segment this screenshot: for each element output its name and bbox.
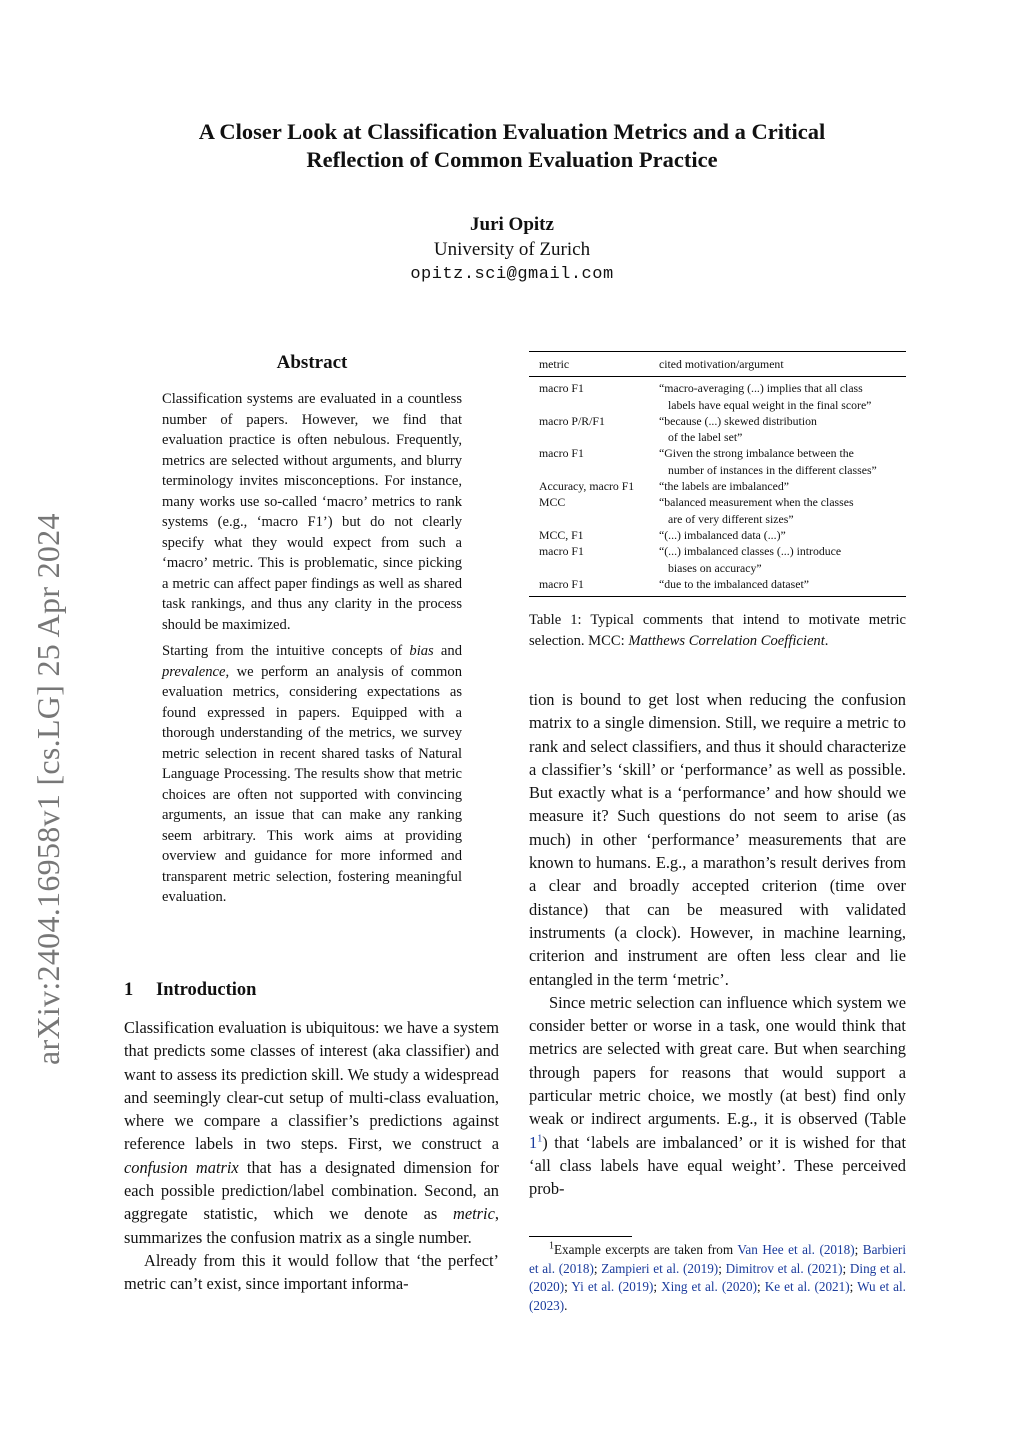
table-row <box>529 543 906 576</box>
table-cell-metric: Accuracy, macro F1 <box>539 479 635 494</box>
table-body <box>529 377 906 596</box>
abstract-heading: Abstract <box>276 352 348 373</box>
motivation-line-2: are of very different sizes” <box>668 511 794 526</box>
section-title: Introduction <box>156 980 257 1000</box>
arxiv-stamp: arXiv:2404.16958v1 [cs.LG] 25 Apr 2024 <box>30 513 66 1065</box>
sep: ; <box>653 1279 662 1295</box>
caption-text: Table 1: Typical comments that intend to motivate metric selection. MCC: <box>529 612 906 649</box>
author-block <box>112 212 912 287</box>
table-reference-link[interactable]: 1 <box>529 1132 538 1152</box>
end: . <box>564 1297 568 1313</box>
motivation-line-1: “due to the imbalanced dataset” <box>659 576 810 591</box>
abstract-paragraph-2 <box>162 641 462 908</box>
citation-link[interactable]: Zampieri et al. (2019) <box>601 1260 719 1276</box>
motivation-line-2: number of instances in the different classes” <box>668 462 877 477</box>
citation-link[interactable]: Wu et al. (2023) <box>529 1279 906 1313</box>
table-cell-motivation <box>659 527 906 543</box>
table-row <box>529 380 906 413</box>
section-heading-introduction <box>124 980 256 1001</box>
sep: ; <box>849 1279 858 1295</box>
citation-link[interactable]: Yi et al. (2019) <box>571 1279 654 1295</box>
motivation-line-2: biases on accuracy” <box>668 560 762 575</box>
italic-term-prevalence: prevalence <box>162 663 226 680</box>
table-caption <box>529 610 906 651</box>
text-run: ) that ‘labels are imbalanced’ or it is wished for that ‘all class labels have equal weight’. These perceived prob- <box>529 1132 906 1199</box>
text-run: and <box>433 643 462 659</box>
footnote-reference-link[interactable]: 1 <box>537 1133 543 1145</box>
sep: ; <box>718 1260 726 1276</box>
footnote-lead: Example excerpts are taken from <box>554 1242 738 1257</box>
italic-term-confusion-matrix: confusion matrix <box>124 1157 239 1177</box>
table-cell-motivation <box>659 576 906 592</box>
table-cell-metric: macro F1 <box>539 446 584 461</box>
right-column-text <box>529 688 906 1201</box>
intro-paragraph-2: Already from this it would follow that ‘the perfect’ metric can’t exist, since important informa- <box>124 1250 499 1294</box>
sep: ; <box>564 1279 572 1295</box>
table-cell-metric: macro F1 <box>539 381 584 396</box>
text-run: that has a designated dimension for each possible prediction/label combination. Second, an aggregate statistic, which we denote as <box>124 1157 499 1224</box>
motivation-line-1: “macro-averaging (...) implies that all class <box>659 381 863 396</box>
author-email[interactable]: opitz.sci@gmail.com <box>410 265 614 284</box>
intro-paragraph-1 <box>124 1016 499 1249</box>
citation-link[interactable]: Xing et al. (2020) <box>661 1279 758 1295</box>
right-paragraph-2 <box>529 991 906 1201</box>
caption-italic: Matthews Correlation Coefficient <box>628 632 825 649</box>
author-affiliation: University of Zurich <box>433 239 591 260</box>
table-row <box>529 527 906 543</box>
footnote-rule <box>529 1236 632 1237</box>
sep: ; <box>757 1279 765 1295</box>
table-row <box>529 445 906 478</box>
citation-link[interactable]: Ding et al. (2020) <box>529 1260 906 1295</box>
right-paragraph-1: tion is bound to get lost when reducing the confusion matrix to a single dimension. Still, we require a metric to rank and select classifiers, and thus it should characterize a classifier’s ‘skill’ or ‘performance’ as well as possible. But exactly what is a ‘performance’ and how should we measure it? Such questions do not seem to arise (as much) in other ‘performance’ measurements that are known to humans. E.g., a marathon’s result derives from a clear and broadly accepted criterion (time over distance) that can be measured with validated instruments (a clock). However, in machine learning, criterion and instrument are often less clear and lie entangled in the term ‘metric’. <box>529 690 906 989</box>
table-cell-motivation <box>659 478 906 494</box>
caption-end: . <box>824 632 829 649</box>
motivation-line-1: “because (...) skewed distribution <box>659 413 817 428</box>
citation-link[interactable]: Van Hee et al. (2018) <box>737 1242 855 1257</box>
intro-text <box>124 1016 499 1296</box>
author-name: Juri Opitz <box>470 214 554 235</box>
title-line-2: Reflection of Common Evaluation Practice <box>306 147 718 172</box>
text-run: Classification evaluation is ubiquitous: we have a system that predicts some classes of interest (aka classifier) and want to assess its prediction skill. We study a widespread and seemingly clear-cut setup of multi-class evaluation, where we compare a classifier’s predictions against reference labels in two steps. First, we construct a <box>124 1018 499 1154</box>
table-row <box>529 576 906 592</box>
table-bottom-rule <box>529 596 906 597</box>
table-cell-motivation <box>659 445 906 478</box>
sep: ; <box>842 1260 850 1276</box>
table-cell-motivation <box>659 543 906 576</box>
motivation-line-1: “(...) imbalanced classes (...) introduce <box>659 544 842 559</box>
text-run: Starting from the intuitive concepts of <box>162 643 410 659</box>
table-cell-motivation <box>659 494 906 527</box>
citation-link[interactable]: Ke et al. (2021) <box>764 1279 850 1295</box>
motivation-line-1: “the labels are imbalanced” <box>659 479 790 494</box>
title-line-1: A Closer Look at Classification Evaluation Metrics and a Critical <box>198 119 826 144</box>
text-run: , summarizes the confusion matrix as a single number. <box>124 1204 499 1247</box>
table-cell-metric: macro F1 <box>539 544 584 559</box>
citation-link[interactable]: Dimitrov et al. (2021) <box>725 1260 843 1276</box>
table-cell-metric: macro P/R/F1 <box>539 413 605 428</box>
abstract-body <box>162 389 462 914</box>
footnote-1 <box>529 1241 906 1315</box>
motivation-line-1: “(...) imbalanced data (...)” <box>659 527 786 542</box>
table-cell-metric: MCC <box>539 495 566 510</box>
table-header-motivation: cited motivation/argument <box>659 357 784 371</box>
table-cell-metric: macro F1 <box>539 576 584 591</box>
text-run: , we perform an analysis of common evaluation metrics, considering expectations as found expressed in papers. Equipped with a thorough understanding of the metrics, we survey metric selection in recent shared tasks of Natural Language Processing. The results show that metric choices are often not supported with convincing arguments, an issue that can make any ranking seem arbitrary. This work aims at providing overview and guidance for more informed and transparent metric selection, fostering meaningful evaluation. <box>162 663 462 905</box>
section-number: 1 <box>124 980 134 1000</box>
motivation-line-2: labels have equal weight in the final score” <box>668 397 872 412</box>
table-cell-motivation <box>659 380 906 413</box>
motivation-line-1: “Given the strong imbalance between the <box>659 446 854 461</box>
table-cell-motivation <box>659 413 906 446</box>
italic-term-metric: metric <box>453 1204 495 1224</box>
table-cell-metric: MCC, F1 <box>539 527 584 542</box>
table-header-metric: metric <box>539 357 570 371</box>
table-row <box>529 413 906 446</box>
motivation-line-2: of the label set” <box>668 430 743 445</box>
abstract-paragraph-1: Classification systems are evaluated in a countless number of papers. However, we find that evaluation practice is often nebulous. Frequently, metrics are selected without arguments, and blurry terminology invites misconceptions. For instance, many works use so-called ‘macro’ metrics to rank systems (e.g., ‘macro F1’) but do not clearly specify what they would expect from such a ‘macro’ metric. This is problematic, since picking a metric can affect paper findings as well as shared task rankings, and thus any clarity in the process should be maximized. <box>162 391 462 633</box>
table-row <box>529 478 906 494</box>
footnote-mark: 1 <box>549 1240 554 1252</box>
paper-title <box>112 118 912 174</box>
table-header-row <box>529 352 906 376</box>
table-row <box>529 494 906 527</box>
motivation-line-1: “balanced measurement when the classes <box>659 495 854 510</box>
italic-term-bias: bias <box>409 643 434 659</box>
text-run: Since metric selection can influence which system we consider better or worse in a task, one would think that metrics are selected with great care. But when searching through papers for reasons that would support a particular metric choice, we mostly (at best) find only weak or indirect arguments. E.g., it is observed (Table <box>529 992 906 1129</box>
table-1 <box>529 351 906 597</box>
sep: ; <box>593 1260 602 1276</box>
citation-link[interactable]: Barbieri et al. (2018) <box>529 1242 906 1276</box>
sep: ; <box>854 1242 863 1257</box>
footnote-indent <box>529 1242 549 1257</box>
